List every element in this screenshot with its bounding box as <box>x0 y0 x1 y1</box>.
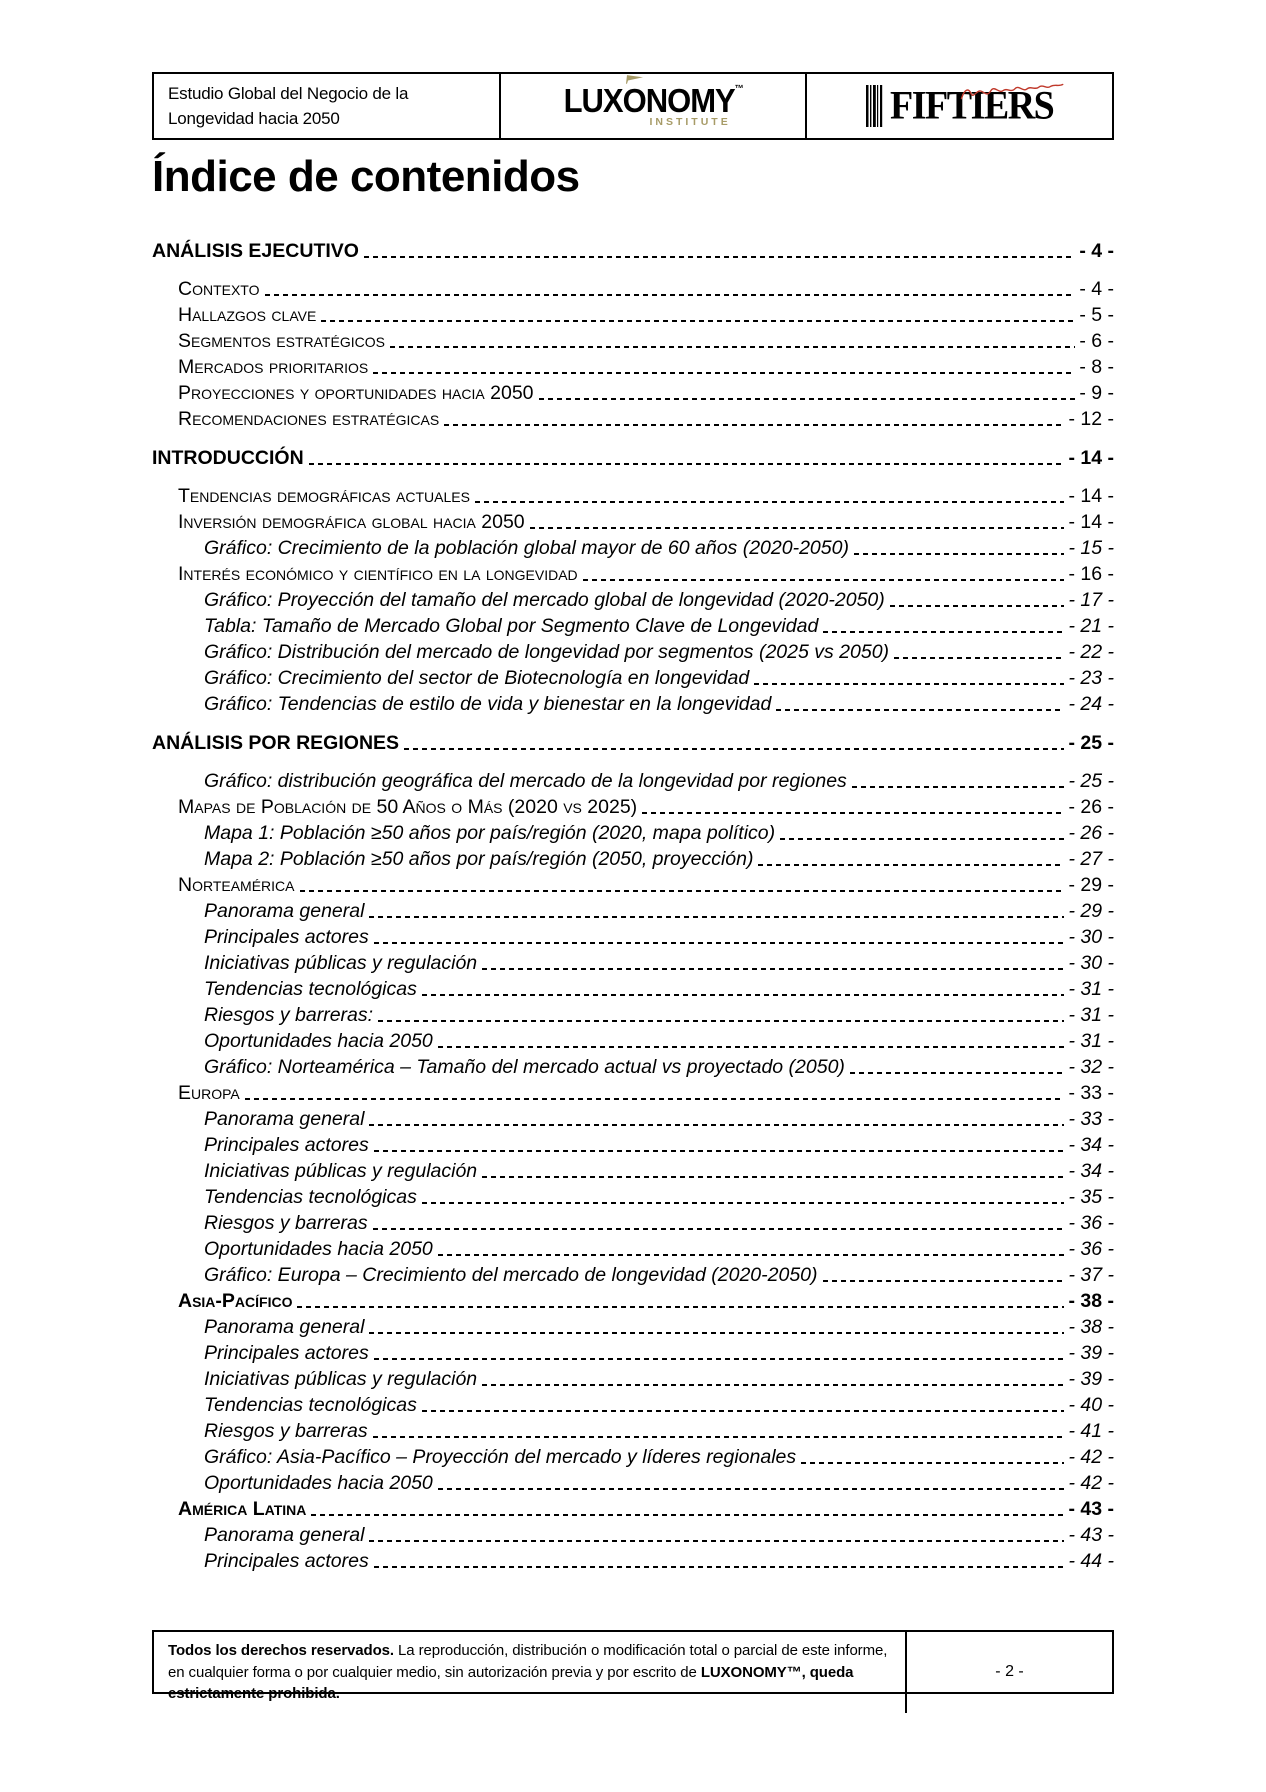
toc-entry-page: - 22 - <box>1068 641 1114 663</box>
toc-entry[interactable] <box>152 1496 1114 1522</box>
dash-leader <box>444 424 1064 426</box>
toc-entry[interactable] <box>152 950 1114 976</box>
toc-entry[interactable] <box>152 872 1114 898</box>
toc-entry-label: Gráfico: distribución geográfica del mercado de la longevidad por regiones <box>204 770 847 792</box>
toc-entry-label: Interés económico y científico en la longevidad <box>178 563 578 585</box>
toc-entry-label: INTRODUCCIÓN <box>152 447 304 469</box>
dash-leader <box>642 812 1064 814</box>
toc-entry[interactable] <box>152 1054 1114 1080</box>
luxonomy-wordmark: LUXO NOMY™ <box>564 84 743 117</box>
toc-entry-label: Gráfico: Norteamérica – Tamaño del mercado actual vs proyectado (2050) <box>204 1056 845 1078</box>
toc-entry[interactable] <box>152 1548 1114 1574</box>
dash-leader <box>438 1488 1065 1490</box>
toc-entry[interactable] <box>152 238 1114 264</box>
toc-entry-label: Oportunidades hacia 2050 <box>204 1030 433 1052</box>
toc-entry-page: - 31 - <box>1068 1030 1114 1052</box>
toc-entry-page: - 40 - <box>1068 1394 1114 1416</box>
toc-entry-page: - 25 - <box>1068 732 1114 754</box>
copyright-body: La reproducción, distribución o modificación total o parcial de este informe, en cualquier forma o por cualquier medio, sin autorización previa y por escrito de <box>168 1642 888 1681</box>
toc-entry[interactable] <box>152 328 1114 354</box>
dash-leader <box>297 1306 1064 1308</box>
toc-entry-label: Gráfico: Asia-Pacífico – Proyección del mercado y líderes regionales <box>204 1446 797 1468</box>
page-number: - 2 - <box>905 1632 1112 1713</box>
toc-entry-page: - 4 - <box>1079 240 1114 262</box>
dash-leader <box>475 501 1065 503</box>
dash-leader <box>530 527 1065 529</box>
toc-entry-page: - 43 - <box>1068 1498 1114 1520</box>
toc-entry-label: Oportunidades hacia 2050 <box>204 1472 433 1494</box>
toc-entry[interactable] <box>152 406 1114 432</box>
dash-leader <box>754 683 1064 685</box>
toc-entry[interactable] <box>152 976 1114 1002</box>
toc-entry-page: - 17 - <box>1068 589 1114 611</box>
dash-leader <box>482 1384 1064 1386</box>
toc-entry-label: Mercados prioritarios <box>178 356 369 378</box>
dash-leader <box>438 1254 1065 1256</box>
toc-entry-page: - 30 - <box>1068 926 1114 948</box>
toc-entry-page: - 14 - <box>1068 447 1114 469</box>
toc-entry[interactable] <box>152 820 1114 846</box>
toc-entry-page: - 31 - <box>1068 1004 1114 1026</box>
toc-entry-label: Asia-Pacífico <box>178 1290 293 1312</box>
copyright-lead: Todos los derechos reservados. <box>168 1642 394 1659</box>
luxonomy-logo <box>499 74 806 138</box>
toc-entry-label: Riesgos y barreras: <box>204 1004 374 1026</box>
toc-section <box>152 150 1114 1574</box>
fiftiers-logo <box>805 74 1112 138</box>
toc-entry-page: - 36 - <box>1068 1238 1114 1260</box>
toc-entry[interactable] <box>152 509 1114 535</box>
toc-entry-label: Inversión demográfica global hacia 2050 <box>178 511 525 533</box>
page-header-table <box>152 72 1114 140</box>
toc-entry-label: Iniciativas públicas y regulación <box>204 1160 478 1182</box>
toc-entry-label: Segmentos estratégicos <box>178 330 385 352</box>
toc-entry[interactable] <box>152 276 1114 302</box>
dash-leader <box>850 1072 1065 1074</box>
toc-entry-page: - 33 - <box>1068 1082 1114 1104</box>
toc-entry-label: Mapa 1: Población ≥50 años por país/región (2020, mapa político) <box>204 822 776 844</box>
toc-entry[interactable] <box>152 1366 1114 1392</box>
dash-leader <box>482 968 1064 970</box>
toc-entry-label: Panorama general <box>204 1316 365 1338</box>
toc-entry[interactable] <box>152 535 1114 561</box>
toc-entry[interactable] <box>152 561 1114 587</box>
toc-entry[interactable] <box>152 354 1114 380</box>
toc-entry-label: Riesgos y barreras <box>204 1420 368 1442</box>
toc-entry-page: - 26 - <box>1068 796 1114 818</box>
toc-entry-page: - 26 - <box>1068 822 1114 844</box>
dash-leader <box>438 1046 1065 1048</box>
toc-entry[interactable] <box>152 1184 1114 1210</box>
toc-entry[interactable] <box>152 691 1114 717</box>
dash-leader <box>378 1020 1064 1022</box>
toc-entry[interactable] <box>152 1210 1114 1236</box>
dash-leader <box>539 398 1076 400</box>
dash-leader <box>776 709 1064 711</box>
toc-entry-page: - 34 - <box>1068 1160 1114 1182</box>
copyright-notice <box>154 1632 905 1713</box>
toc-entry[interactable] <box>152 1132 1114 1158</box>
dash-leader <box>583 579 1065 581</box>
copyright-tail: LUXONOMY™, queda estrictamente prohibida. <box>168 1663 854 1702</box>
toc-entry-page: - 34 - <box>1068 1134 1114 1156</box>
dash-leader <box>854 553 1065 555</box>
toc-entry-page: - 42 - <box>1068 1472 1114 1494</box>
dash-leader <box>373 1436 1065 1438</box>
dash-leader <box>823 1280 1065 1282</box>
toc-entry-page: - 29 - <box>1068 874 1114 896</box>
dash-leader <box>894 657 1064 659</box>
dash-leader <box>369 1332 1064 1334</box>
toc-entry-label: Panorama general <box>204 1108 365 1130</box>
toc-entry[interactable] <box>152 1002 1114 1028</box>
toc-entry-page: - 33 - <box>1068 1108 1114 1130</box>
dash-leader <box>374 1358 1065 1360</box>
toc-entry-label: Iniciativas públicas y regulación <box>204 952 478 974</box>
toc-entry[interactable] <box>152 794 1114 820</box>
dash-leader <box>374 942 1065 944</box>
page-footer-table <box>152 1630 1114 1702</box>
toc-entry-label: Tabla: Tamaño de Mercado Global por Segmento Clave de Longevidad <box>204 615 819 637</box>
toc-entry-label: Gráfico: Crecimiento del sector de Biotecnología en longevidad <box>204 667 750 689</box>
toc-entry-label: Europa <box>178 1082 240 1104</box>
toc-entry-label: Gráfico: Tendencias de estilo de vida y bienestar en la longevidad <box>204 693 772 715</box>
dash-leader <box>373 1228 1065 1230</box>
fiftiers-wordmark: FIFTIERS <box>890 83 1054 129</box>
toc-entry-label: Norteamérica <box>178 874 295 896</box>
toc-entry[interactable] <box>152 898 1114 924</box>
toc-entry-label: Tendencias tecnológicas <box>204 1394 417 1416</box>
toc-entry-label: América Latina <box>178 1498 307 1520</box>
toc-entry-page: - 39 - <box>1068 1342 1114 1364</box>
toc-entry-page: - 21 - <box>1068 615 1114 637</box>
toc-entry[interactable] <box>152 1392 1114 1418</box>
toc-entry[interactable] <box>152 1158 1114 1184</box>
toc-entry[interactable] <box>152 924 1114 950</box>
toc-entry[interactable] <box>152 1028 1114 1054</box>
dash-leader <box>245 1098 1065 1100</box>
toc-entry-label: ANÁLISIS EJECUTIVO <box>152 240 359 262</box>
page-title: Índice de contenidos <box>152 152 580 201</box>
dash-leader <box>823 631 1064 633</box>
toc-entry-page: - 41 - <box>1068 1420 1114 1442</box>
dash-leader <box>852 786 1065 788</box>
toc-entry-page: - 14 - <box>1068 485 1114 507</box>
toc-entry[interactable] <box>152 846 1114 872</box>
toc-entry[interactable] <box>152 1080 1114 1106</box>
toc-entry-label: Gráfico: Europa – Crecimiento del mercado de longevidad (2020-2050) <box>204 1264 818 1286</box>
dash-leader <box>369 1124 1064 1126</box>
toc-entry-label: Tendencias tecnológicas <box>204 1186 417 1208</box>
toc-entry-label: Mapa 2: Población ≥50 años por país/región (2050, proyección) <box>204 848 754 870</box>
toc-entry[interactable] <box>152 730 1114 756</box>
toc-entry[interactable] <box>152 1314 1114 1340</box>
toc-entry-page: - 16 - <box>1068 563 1114 585</box>
toc-entry-page: - 5 - <box>1079 304 1114 326</box>
toc-entry-page: - 42 - <box>1068 1446 1114 1468</box>
toc-entry-label: Riesgos y barreras <box>204 1212 368 1234</box>
dash-leader <box>422 994 1065 996</box>
toc-entry-page: - 35 - <box>1068 1186 1114 1208</box>
dash-leader <box>758 864 1064 866</box>
toc-entry[interactable] <box>152 1340 1114 1366</box>
dash-leader <box>801 1462 1064 1464</box>
toc-entry-label: Contexto <box>178 278 260 300</box>
toc-entry-page: - 12 - <box>1068 408 1114 430</box>
toc-entry-label: Principales actores <box>204 1550 369 1572</box>
dash-leader <box>374 1566 1065 1568</box>
toc-entry[interactable] <box>152 483 1114 509</box>
toc-entry-page: - 24 - <box>1068 693 1114 715</box>
toc-entry[interactable] <box>152 613 1114 639</box>
toc-entry-page: - 37 - <box>1068 1264 1114 1286</box>
dash-leader <box>422 1410 1065 1412</box>
luxonomy-institute-label: INSTITUTE <box>649 115 731 128</box>
dash-leader <box>404 748 1064 750</box>
toc-entry[interactable] <box>152 1418 1114 1444</box>
dash-leader <box>321 320 1075 322</box>
toc-entry[interactable] <box>152 445 1114 471</box>
toc-entry-page: - 23 - <box>1068 667 1114 689</box>
dash-leader <box>373 372 1075 374</box>
toc-entry-label: Proyecciones y oportunidades hacia 2050 <box>178 382 534 404</box>
toc-entry-label: Gráfico: Distribución del mercado de longevidad por segmentos (2025 vs 2050) <box>204 641 890 663</box>
toc-entry-label: Mapas de Población de 50 Años o Más (2020 vs 2025) <box>178 796 638 818</box>
toc-entry-label: Principales actores <box>204 1134 369 1156</box>
report-title: Estudio Global del Negocio de la Longevidad hacia 2050 <box>168 84 409 128</box>
dash-leader <box>369 1540 1064 1542</box>
toc-entry-label: Hallazgos clave <box>178 304 317 326</box>
toc-entry-page: - 29 - <box>1068 900 1114 922</box>
dash-leader <box>390 346 1075 348</box>
toc-entry-label: Principales actores <box>204 926 369 948</box>
dash-leader <box>369 916 1064 918</box>
toc-entry[interactable] <box>152 1236 1114 1262</box>
toc-entry-page: - 44 - <box>1068 1550 1114 1572</box>
toc-entry-label: Principales actores <box>204 1342 369 1364</box>
toc-entry-page: - 27 - <box>1068 848 1114 870</box>
toc-entry-page: - 32 - <box>1068 1056 1114 1078</box>
toc-entry-label: Gráfico: Proyección del tamaño del mercado global de longevidad (2020-2050) <box>204 589 885 611</box>
toc-entry-page: - 4 - <box>1079 278 1114 300</box>
toc-entry-page: - 39 - <box>1068 1368 1114 1390</box>
dash-leader <box>890 605 1065 607</box>
toc-entry[interactable] <box>152 768 1114 794</box>
dash-leader <box>364 256 1075 258</box>
toc-entry[interactable] <box>152 639 1114 665</box>
toc-entry-page: - 25 - <box>1068 770 1114 792</box>
toc-entry-page: - 30 - <box>1068 952 1114 974</box>
toc-entry[interactable] <box>152 665 1114 691</box>
toc-entry[interactable] <box>152 1470 1114 1496</box>
dash-leader <box>311 1514 1064 1516</box>
toc-entry[interactable] <box>152 1444 1114 1470</box>
toc-entry[interactable] <box>152 302 1114 328</box>
toc-entry-page: - 36 - <box>1068 1212 1114 1234</box>
toc-entry-page: - 38 - <box>1068 1290 1114 1312</box>
toc-entry-label: ANÁLISIS POR REGIONES <box>152 732 400 754</box>
toc-entry-label: Iniciativas públicas y regulación <box>204 1368 478 1390</box>
toc-entry-label: Gráfico: Crecimiento de la población global mayor de 60 años (2020-2050) <box>204 537 849 559</box>
toc-entry-label: Tendencias demográficas actuales <box>178 485 470 507</box>
toc-entry-label: Panorama general <box>204 900 365 922</box>
toc-entry-page: - 14 - <box>1068 511 1114 533</box>
toc-entry-page: - 43 - <box>1068 1524 1114 1546</box>
toc-entry-label: Oportunidades hacia 2050 <box>204 1238 433 1260</box>
toc-entry-page: - 31 - <box>1068 978 1114 1000</box>
dash-leader <box>482 1176 1064 1178</box>
toc-entry-label: Recomendaciones estratégicas <box>178 408 440 430</box>
toc-entry[interactable] <box>152 380 1114 406</box>
toc-entry[interactable] <box>152 1522 1114 1548</box>
toc-entry[interactable] <box>152 587 1114 613</box>
dash-leader <box>780 838 1064 840</box>
toc-entry-page: - 9 - <box>1079 382 1114 404</box>
toc-list <box>152 238 1114 1574</box>
pennant-flag-icon <box>625 74 645 85</box>
toc-entry-label: Panorama general <box>204 1524 365 1546</box>
dash-leader <box>374 1150 1065 1152</box>
dash-leader <box>422 1202 1065 1204</box>
toc-entry[interactable] <box>152 1106 1114 1132</box>
toc-entry-page: - 8 - <box>1079 356 1114 378</box>
toc-entry[interactable] <box>152 1288 1114 1314</box>
dash-leader <box>300 890 1065 892</box>
dash-leader <box>309 463 1065 465</box>
toc-entry-page: - 38 - <box>1068 1316 1114 1338</box>
toc-entry[interactable] <box>152 1262 1114 1288</box>
toc-entry-page: - 15 - <box>1068 537 1114 559</box>
toc-entry-page: - 6 - <box>1079 330 1114 352</box>
barcode-icon <box>866 83 884 129</box>
toc-entry-label: Tendencias tecnológicas <box>204 978 417 1000</box>
dash-leader <box>265 294 1076 296</box>
